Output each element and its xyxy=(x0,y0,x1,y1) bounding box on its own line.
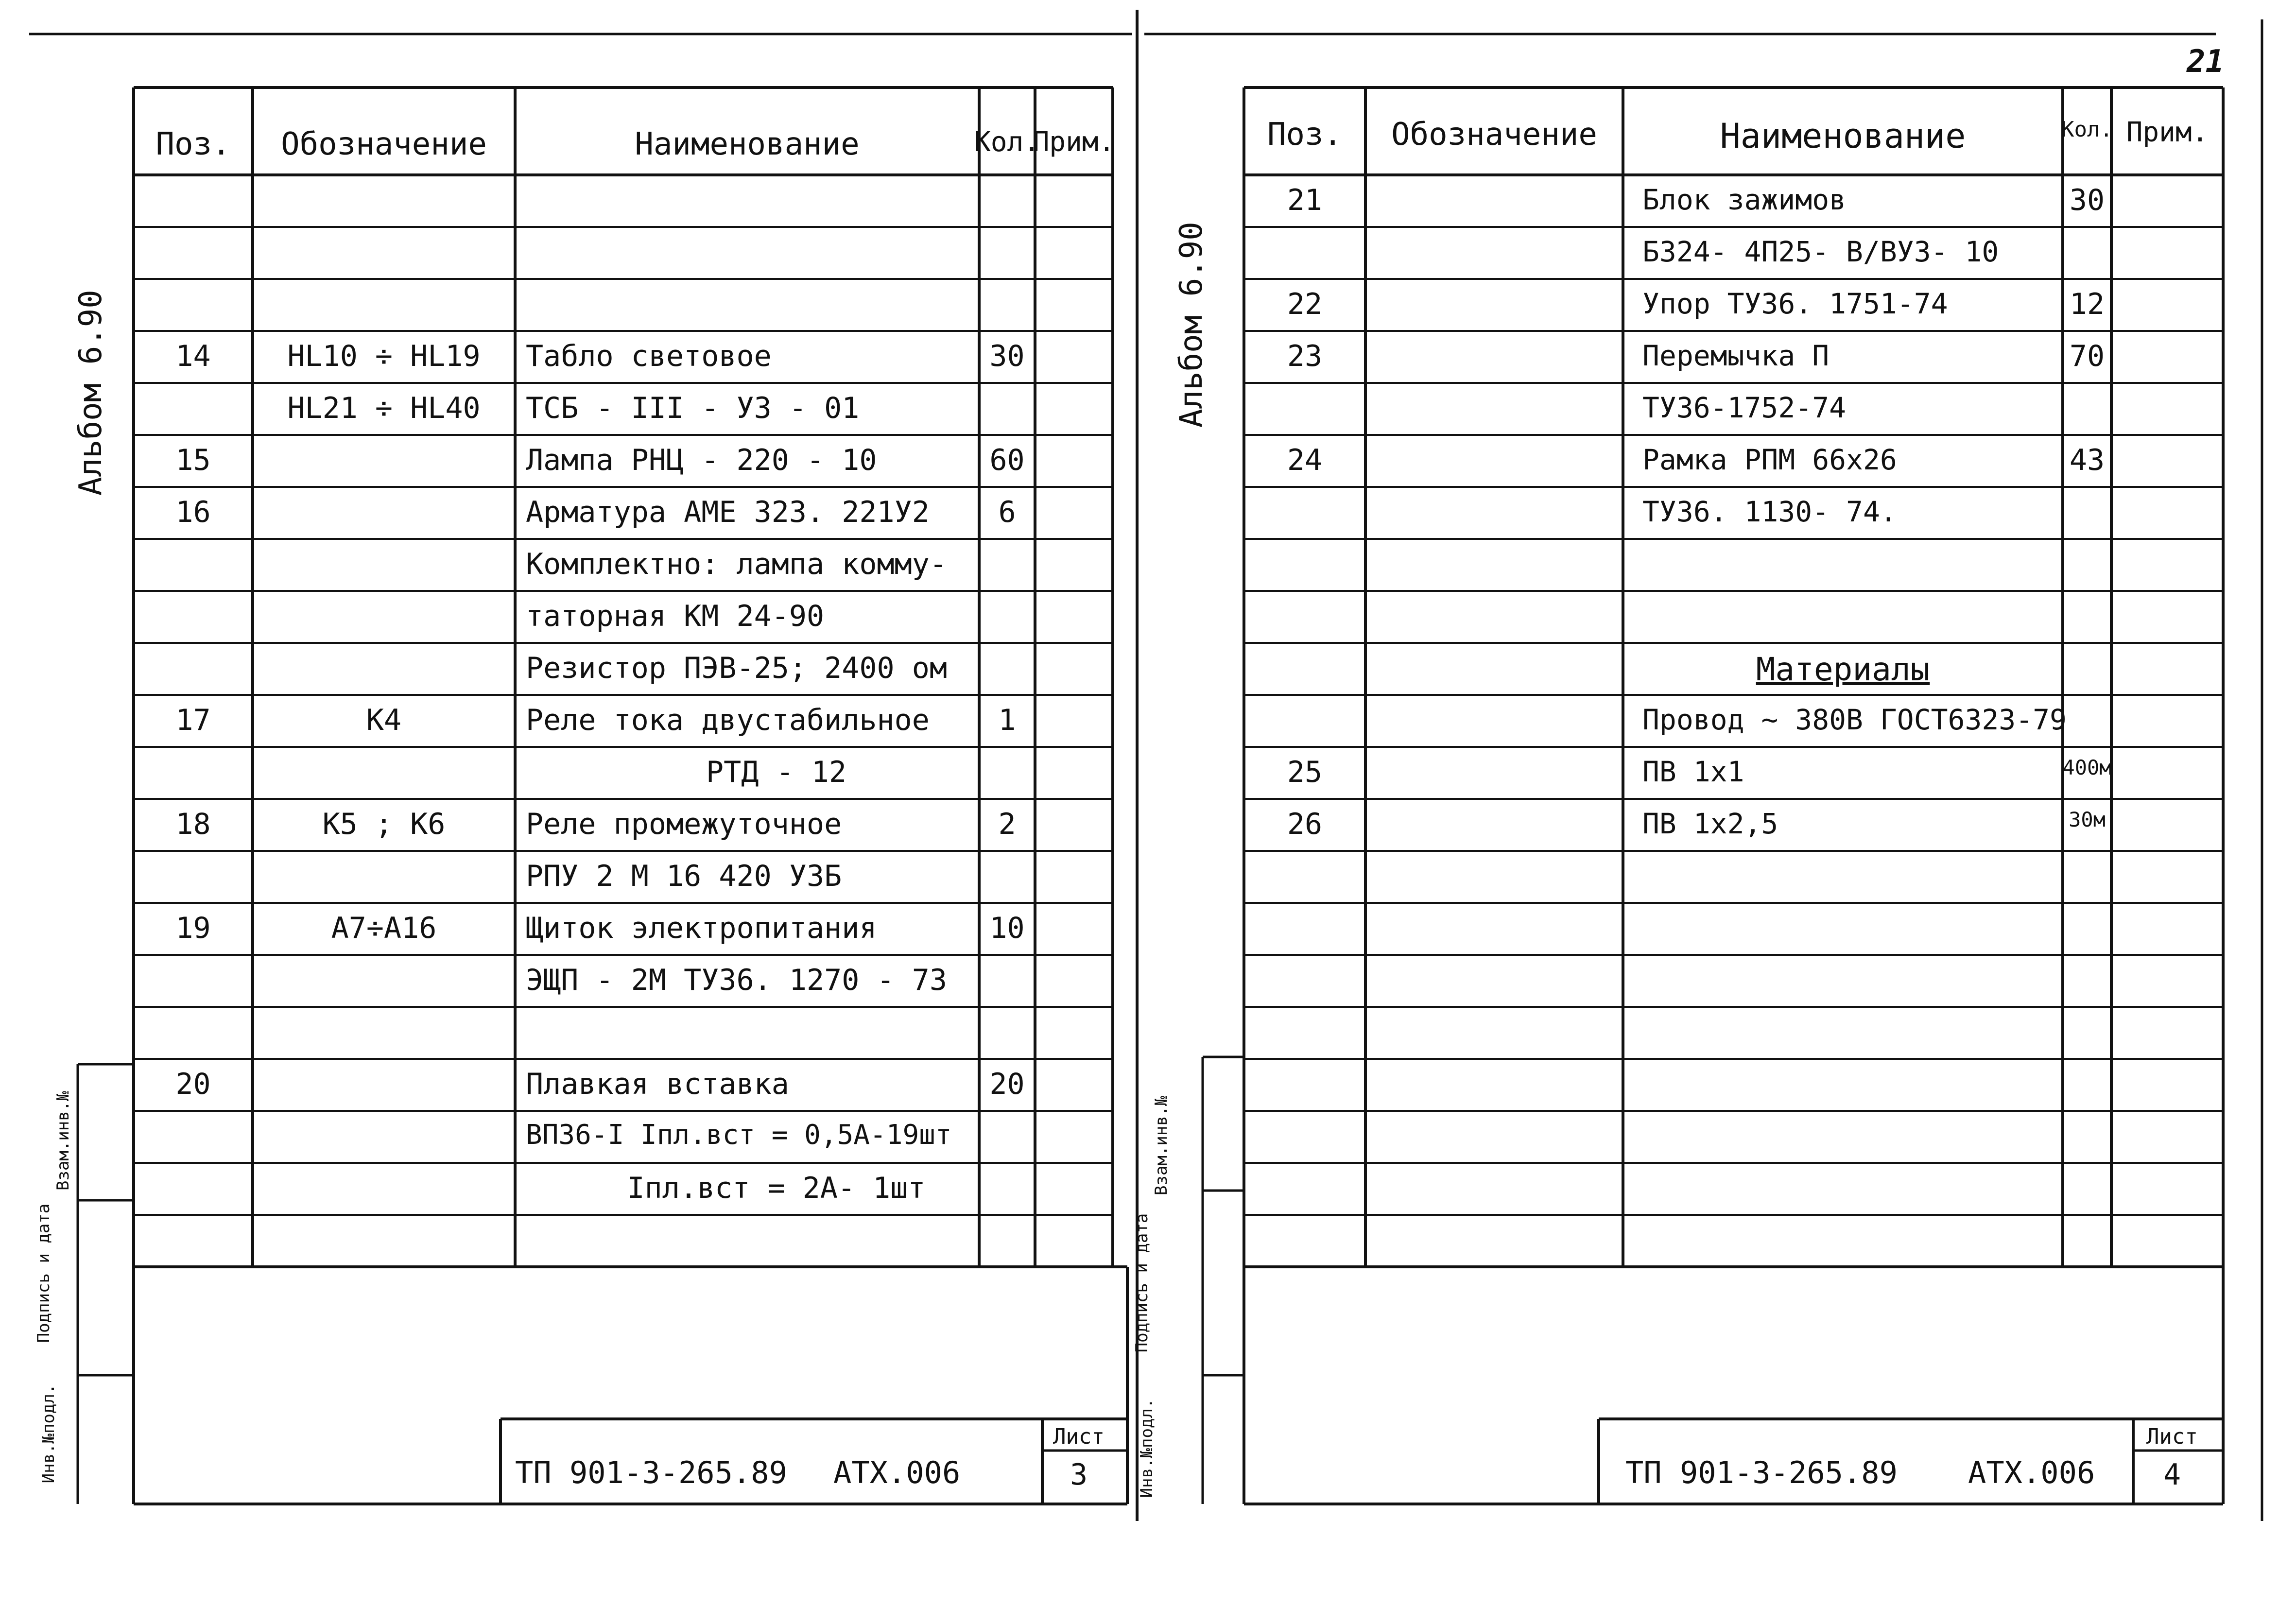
row-name: Реле промежуточное xyxy=(526,807,842,841)
row-name: ПВ 1х2,5 xyxy=(1642,807,1778,840)
row-qty: 20 xyxy=(989,1067,1025,1101)
row-pos: 25 xyxy=(1287,755,1323,789)
stamp-sheet-right: 4 xyxy=(2163,1458,2181,1492)
row-qty: 2 xyxy=(998,807,1016,841)
row-name: ЭЩП - 2М ТУ36. 1270 - 73 xyxy=(526,963,947,997)
row-qty: 43 xyxy=(2069,443,2105,477)
row-name: ТУ36-1752-74 xyxy=(1642,391,1847,424)
row-name: ТСБ - III - У3 - 01 xyxy=(526,391,860,425)
row-designation: К5 ; К6 xyxy=(322,807,446,841)
row-qty: 400м xyxy=(2062,756,2112,779)
row-pos: 16 xyxy=(175,495,211,529)
stamp-doc-left: АТХ.006 xyxy=(833,1455,961,1490)
row-pos: 18 xyxy=(175,807,211,841)
page-number: 21 xyxy=(2187,44,2225,80)
row-name: Блок зажимов xyxy=(1642,183,1847,216)
row-qty: 1 xyxy=(998,703,1016,737)
header-name-right: Наименование xyxy=(1720,116,1966,156)
materials-heading: Материалы xyxy=(1756,651,1930,688)
row-name: Iпл.вст = 2А- 1шт xyxy=(627,1171,926,1205)
row-pos: 20 xyxy=(175,1067,211,1101)
header-pos-left: Поз. xyxy=(155,126,231,162)
row-name: ВП36-I Iпл.вст = 0,5А-19шт xyxy=(526,1119,952,1151)
row-designation: К4 xyxy=(366,703,402,737)
vlabel-left-1: Взам.инв.№ xyxy=(53,1091,73,1191)
row-qty: 30м xyxy=(2069,808,2106,831)
row-name: ТУ36. 1130- 74. xyxy=(1642,495,1897,528)
stamp-code-right: ТП 901-3-265.89 xyxy=(1625,1455,1898,1490)
row-pos: 24 xyxy=(1287,443,1323,477)
stamp-doc-right: АТХ.006 xyxy=(1968,1455,2095,1490)
row-name: РТД - 12 xyxy=(706,755,846,789)
album-label-right: Альбом 6.90 xyxy=(1174,222,1209,428)
vlabel-right-3: Инв.№подл. xyxy=(1137,1398,1157,1498)
stamp-sheet-left: 3 xyxy=(1070,1458,1088,1492)
row-name: Провод ~ 380В ГОСТ6323-79 xyxy=(1642,703,2067,736)
row-pos: 22 xyxy=(1287,287,1323,321)
header-designation-left: Обозначение xyxy=(281,126,487,162)
row-designation: А7÷А16 xyxy=(331,911,437,945)
row-name: Рамка РПМ 66х26 xyxy=(1642,443,1897,476)
row-designation: HL10 ÷ HL19 xyxy=(287,339,481,373)
header-qty-left: Кол. xyxy=(974,126,1040,158)
row-name: Щиток электропитания xyxy=(526,911,877,945)
row-name: Резистор ПЭВ-25; 2400 ом xyxy=(526,651,947,685)
row-qty: 60 xyxy=(989,443,1025,477)
row-pos: 26 xyxy=(1287,807,1323,841)
row-name: РПУ 2 М 16 420 У3Б xyxy=(526,859,842,893)
row-qty: 6 xyxy=(998,495,1016,529)
vlabel-right-1: Взам.инв.№ xyxy=(1152,1096,1171,1195)
row-name: Комплектно: лампа комму- xyxy=(526,547,947,581)
row-pos: 15 xyxy=(175,443,211,477)
row-qty: 10 xyxy=(989,911,1025,945)
row-name: Арматура АМЕ 323. 221У2 xyxy=(526,495,930,529)
header-pos-right: Поз. xyxy=(1267,117,1343,153)
header-name-left: Наименование xyxy=(635,126,860,162)
row-name: Упор ТУ36. 1751-74 xyxy=(1642,287,1948,320)
row-pos: 14 xyxy=(175,339,211,373)
row-name: таторная КМ 24-90 xyxy=(526,599,825,633)
header-note-right: Прим. xyxy=(2126,117,2209,148)
row-name: Перемычка П xyxy=(1642,339,1830,372)
row-qty: 30 xyxy=(989,339,1025,373)
row-name: Б324- 4П25- В/ВУ3- 10 xyxy=(1642,235,1999,268)
row-designation: HL21 ÷ HL40 xyxy=(287,391,481,425)
row-name: ПВ 1х1 xyxy=(1642,755,1744,788)
row-qty: 70 xyxy=(2069,339,2105,373)
header-designation-right: Обозначение xyxy=(1391,117,1597,153)
row-name: Табло световое xyxy=(526,339,772,373)
header-qty-right: Кол. xyxy=(2061,117,2113,142)
row-pos: 23 xyxy=(1287,339,1323,373)
row-pos: 19 xyxy=(175,911,211,945)
header-note-left: Прим. xyxy=(1033,126,1115,158)
row-qty: 12 xyxy=(2069,287,2105,321)
row-name: Плавкая вставка xyxy=(526,1067,789,1101)
stamp-code-left: ТП 901-3-265.89 xyxy=(515,1455,787,1490)
vlabel-left-3: Инв.№подл. xyxy=(39,1383,58,1484)
row-name: Лампа РНЦ - 220 - 10 xyxy=(526,443,877,477)
row-pos: 21 xyxy=(1287,183,1323,217)
row-pos: 17 xyxy=(175,703,211,737)
vlabel-right-2: Подпись и дата xyxy=(1132,1213,1152,1353)
stamp-sheet-label-right: Лист xyxy=(2146,1424,2198,1449)
album-label-left: Альбом 6.90 xyxy=(73,290,109,496)
vlabel-left-2: Подпись и дата xyxy=(34,1203,53,1343)
row-name: Реле тока двустабильное xyxy=(526,703,930,737)
stamp-sheet-label-left: Лист xyxy=(1053,1424,1105,1449)
row-qty: 30 xyxy=(2069,183,2105,217)
